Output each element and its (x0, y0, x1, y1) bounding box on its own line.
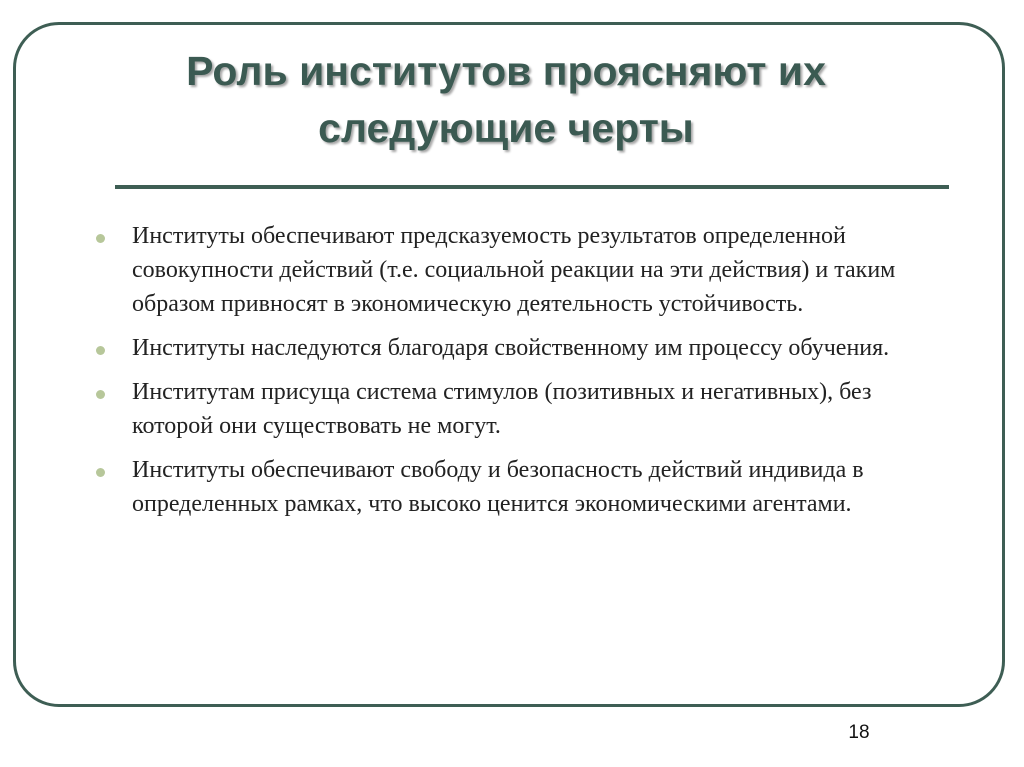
slide-title-line-1: Роль институтов проясняют их (186, 48, 826, 94)
list-item (92, 331, 922, 365)
title-divider (115, 185, 949, 189)
list-item-text: Институтам присуща система стимулов (позитивных и негативных), без которой они существовать не могут. (132, 379, 872, 439)
slide-title-line-2: следующие черты (318, 105, 694, 151)
list-item (92, 219, 922, 321)
bullet-list (92, 219, 922, 531)
list-item-text: Институты обеспечивают предсказуемость результатов определенной совокупности действий (т.е. социальной реакции на эти действия) и таким образом привносят в экономическую деятельность устойчивость. (132, 223, 896, 317)
bullet-dot-icon (96, 346, 105, 355)
list-item (92, 375, 922, 443)
list-item (92, 453, 922, 521)
list-item-text: Институты наследуются благодаря свойственному им процессу обучения. (132, 335, 890, 361)
bullet-dot-icon (96, 234, 105, 243)
bullet-dot-icon (96, 390, 105, 399)
bullet-dot-icon (96, 468, 105, 477)
slide-title (56, 43, 956, 157)
page-number: 18 (848, 722, 870, 743)
list-item-text: Институты обеспечивают свободу и безопасность действий индивида в определенных рамках, что высоко ценится экономическими агентами. (132, 457, 864, 517)
